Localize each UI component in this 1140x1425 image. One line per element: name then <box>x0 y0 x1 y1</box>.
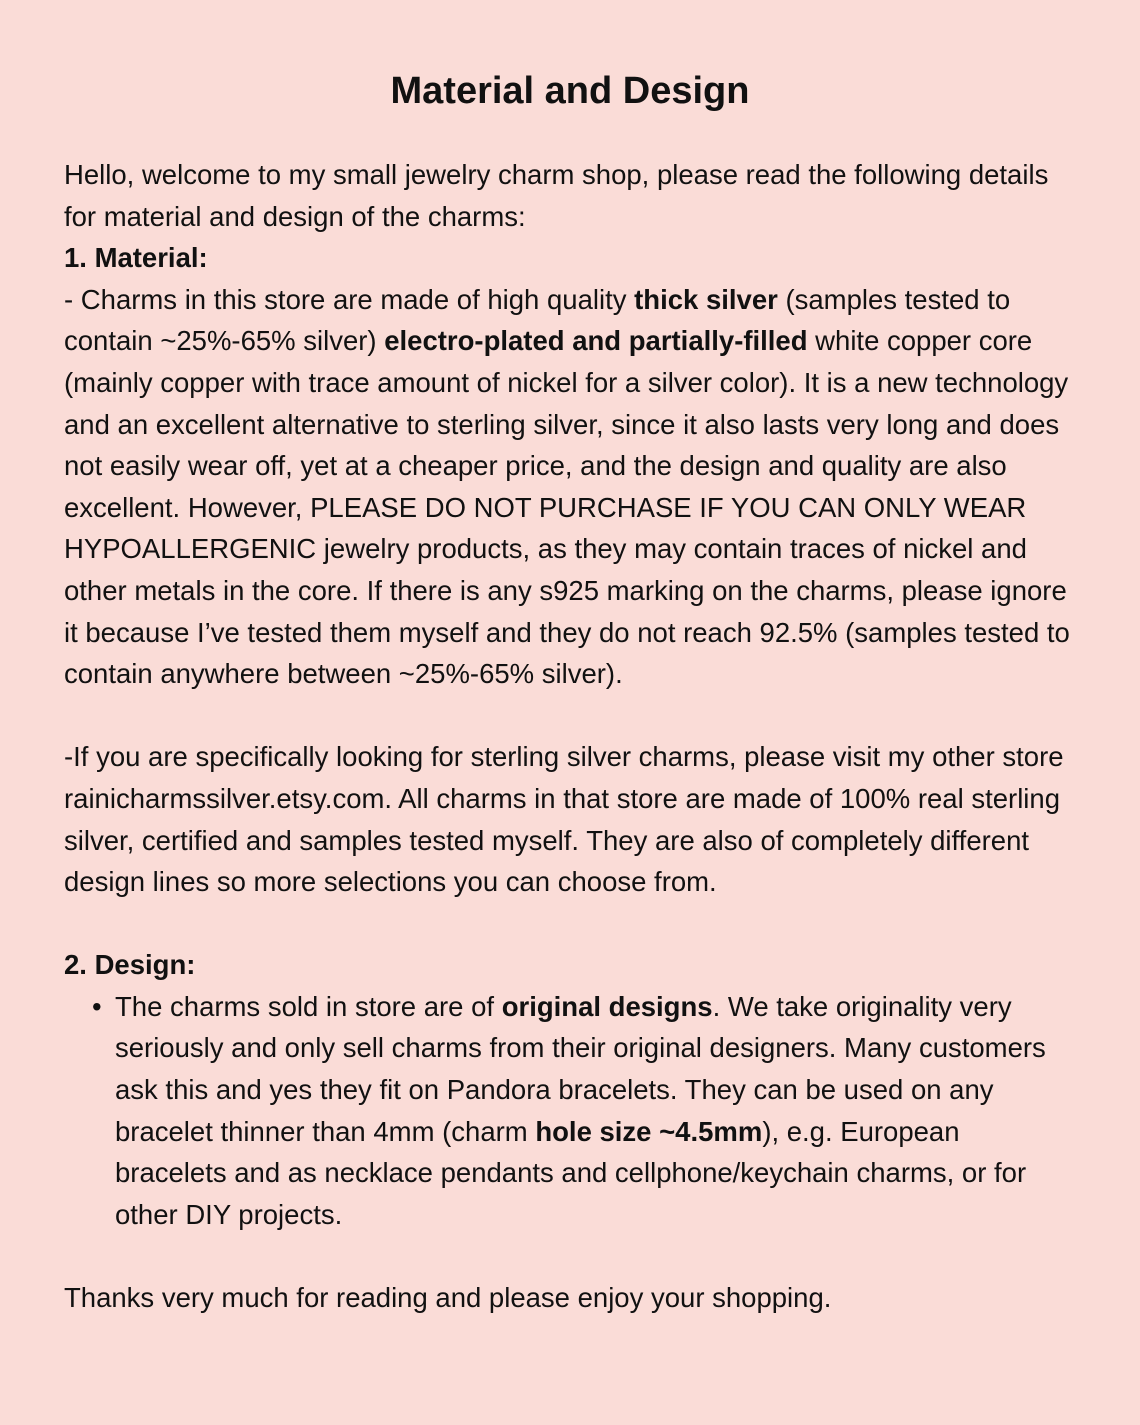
material-heading: 1. Material: <box>64 242 208 274</box>
design-text-3: ), e.g. European bracelets and as necklace pendants and cellphone/keychain charms, or for other DIY projects. <box>115 1115 1027 1230</box>
design-text-1: The charms sold in store are of <box>115 990 502 1022</box>
design-bold-original: original designs <box>501 990 713 1022</box>
material-text-3: white copper core (mainly copper with trace amount of nickel for a silver color). It is a new technology and an excellent alternative to sterling silver, since it also lasts very long and does not easily wear off, yet at a cheaper price, and the design and quality are also excellent. However, PLEASE DO NOT PURCHASE IF YOU CAN ONLY WEAR HYPOALLERGENIC jewelry products, as they may contain traces of nickel and other metals in the core. If there is any s925 marking on the charms, please ignore it because I’ve tested them myself and they do not reach 92.5% (samples tested to contain anywhere between ~25%-65% silver). <box>64 325 1070 690</box>
material-bold-electro-plated: electro-plated and partially-filled <box>384 325 808 357</box>
intro-paragraph: Hello, welcome to my small jewelry charm shop, please read the following details for material and design of the charms: <box>64 159 1049 232</box>
spacer <box>64 695 1076 737</box>
design-text-2: . We take originality very seriously and only sell charms from their original designers. Many customers ask this and yes they fit on Pandora bracelets. They can be used on any bracelet thinner than 4mm (charm <box>115 990 1046 1147</box>
spacer <box>64 1235 1076 1277</box>
design-list <box>64 986 1076 1236</box>
design-list-item <box>92 986 1076 1236</box>
material-bold-thick-silver: thick silver <box>634 283 778 315</box>
design-heading: 2. Design: <box>64 949 196 981</box>
spacer <box>64 903 1076 945</box>
closing-paragraph: Thanks very much for reading and please enjoy your shopping. <box>64 1282 832 1314</box>
sterling-store-paragraph: -If you are specifically looking for sterling silver charms, please visit my other store rainicharmssilver.etsy.com. All charms in that store are made of 100% real sterling silver, certified and samples tested myself. They are also of completely different design lines so more selections you can choose from. <box>64 741 1064 898</box>
material-text-2: (samples tested to contain ~25%-65% silver) <box>64 283 1011 357</box>
design-bold-hole-size: hole size ~4.5mm <box>535 1115 763 1147</box>
material-text-1: - Charms in this store are made of high quality <box>64 283 635 315</box>
page-title: Material and Design <box>390 70 750 112</box>
bullet-icon: • <box>92 990 102 1022</box>
material-paragraph <box>64 279 1076 695</box>
